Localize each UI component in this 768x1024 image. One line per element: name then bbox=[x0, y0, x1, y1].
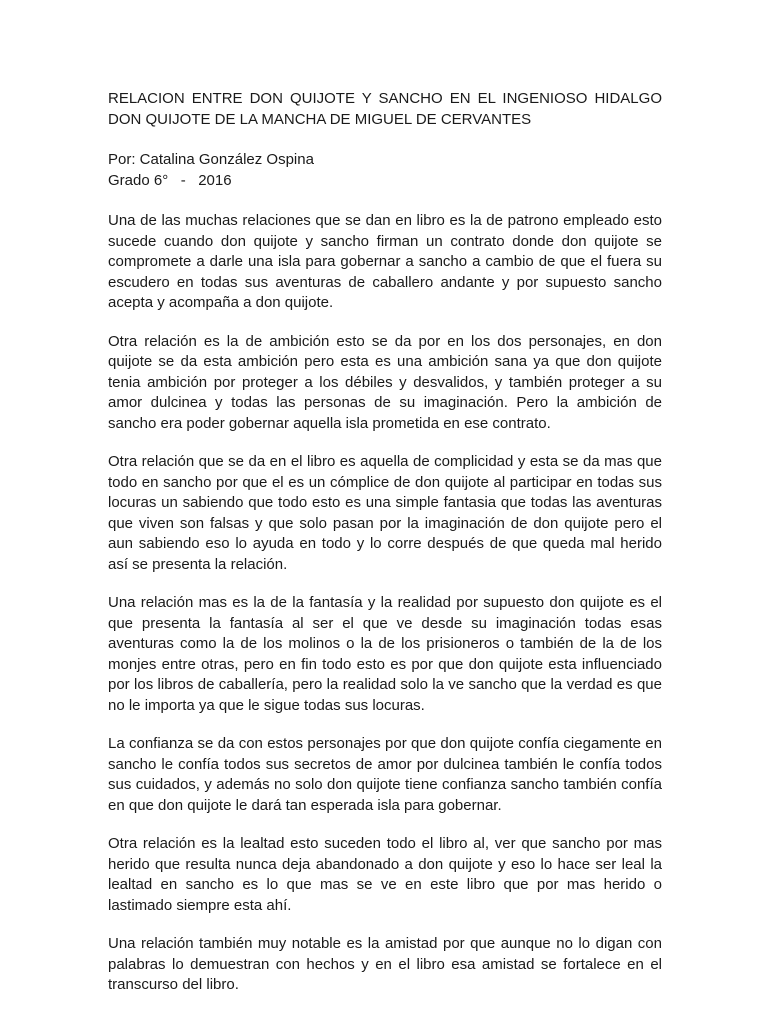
author-line: Por: Catalina González Ospina bbox=[108, 151, 314, 168]
paragraph: Otra relación es la lealtad esto suceden todo el libro al, ver que sancho por mas herido que resulta nunca deja abandonado a don quijote y eso lo hace ser leal la lealtad en sancho es lo que mas se ve en este libro que por mas herido o lastimado siempre esta ahí. bbox=[108, 835, 662, 914]
paragraph: Una relación también muy notable es la amistad por que aunque no lo digan con palabras lo demuestran con hechos y en el libro esa amistad se fortalece en el transcurso del libro. bbox=[108, 935, 662, 993]
paragraph: Una de las muchas relaciones que se dan en libro es la de patrono empleado esto sucede cuando don quijote y sancho firman un contrato donde don quijote se compromete a darle una isla para gobernar a sancho a cambio de que el fuera su escudero en todas sus aventuras de caballero andante y por supuesto sancho acepta y acompaña a don quijote. bbox=[108, 212, 662, 311]
paragraph: Otra relación es la de ambición esto se da por en los dos personajes, en don quijote se da esta ambición pero esta es una ambición sana ya que don quijote tenia ambición por proteger a los débiles y desvalidos, y también proteger a su amor dulcinea y todas las personas de su imaginación. Pero la ambición de sancho era poder gobernar aquella isla prometida en ese contrato. bbox=[108, 332, 662, 432]
paragraph: La confianza se da con estos personajes por que don quijote confía ciegamente en sancho le confía todos sus secretos de amor por dulcinea también le confía todos sus cuidados, y además no solo don quijote tiene confianza sancho también confía en que don quijote le dará tan esperada isla para gobernar. bbox=[108, 735, 662, 814]
grade-line: Grado 6° - 2016 bbox=[108, 171, 232, 189]
document-page bbox=[108, 89, 662, 996]
paragraph: Otra relación que se da en el libro es aquella de complicidad y esta se da mas que todo en sancho por que el es un cómplice de don quijote al participar en todas sus locuras un sabiendo que todo esto es una simple fantasia que todas las aventuras que viven son falsas y que solo pasan por la imaginación de don quijote pero el aun sabiendo eso lo ayuda en todo y lo corre después de que queda mal herido así se presenta la relación. bbox=[108, 453, 662, 573]
document-title: RELACION ENTRE DON QUIJOTE Y SANCHO EN EL INGENIOSO HIDALGO DON QUIJOTE DE LA MANCHA DE MIGUEL DE CERVANTES bbox=[108, 90, 662, 128]
paragraph: Una relación mas es la de la fantasía y la realidad por supuesto don quijote es el que presenta la fantasía al ser el que ve desde su imaginación todas esas aventuras como la de los molinos o la de los prisioneros o también de la de los monjes entre otras, pero en fin todo esto es por que don quijote esta influenciado por los libros de caballería, pero la realidad solo la ve sancho que la verdad es que no le importa ya que le sigue todas sus locuras. bbox=[108, 594, 662, 714]
document-meta bbox=[108, 150, 662, 191]
